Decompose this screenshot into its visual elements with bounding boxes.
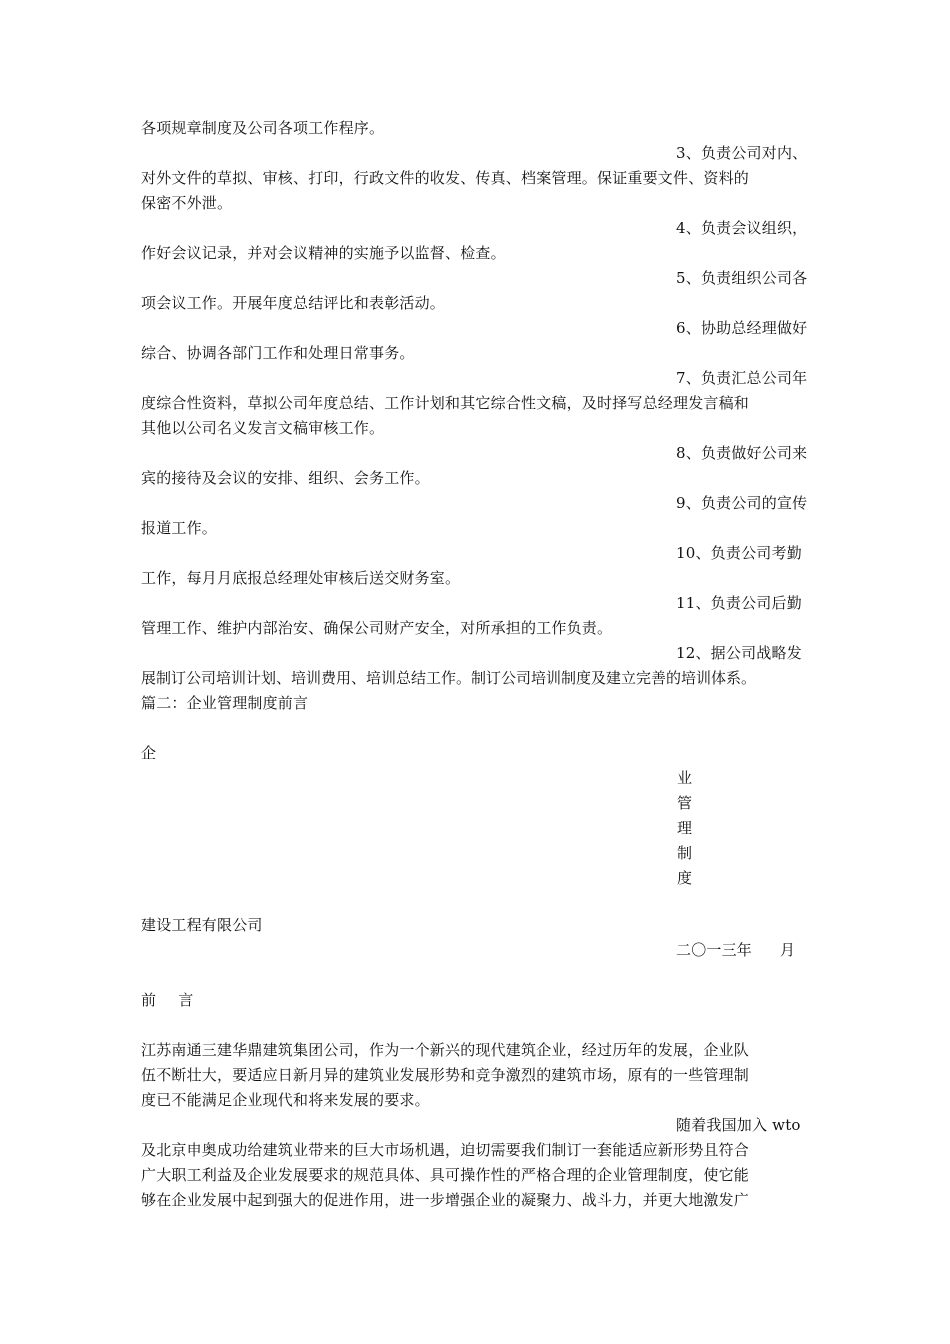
text-line: 综合、协调各部门工作和处理日常事务。 xyxy=(141,344,415,362)
text-line: 作好会议记录，并对会议精神的实施予以监督、检查。 xyxy=(141,244,506,262)
text-line: 够在企业发展中起到强大的促进作用，进一步增强企业的凝聚力、战斗力，并更大地激发广 xyxy=(141,1191,750,1209)
text-line: 及北京申奥成功给建筑业带来的巨大市场机遇，迫切需要我们制订一套能适应新形势且符合 xyxy=(141,1141,750,1159)
company-name: 建设工程有限公司 xyxy=(141,916,263,934)
cover-title-char: 企 xyxy=(141,744,157,762)
text-line: 9、负责公司的宣传 xyxy=(676,494,808,512)
text-line: 其他以公司名义发言文稿审核工作。 xyxy=(141,419,385,437)
text-line: 宾的接待及会议的安排、组织、会务工作。 xyxy=(141,469,430,487)
cover-title-char: 业 xyxy=(677,769,693,787)
text-line: 8、负责做好公司来 xyxy=(676,444,808,462)
text-line: 10、负责公司考勤 xyxy=(676,544,802,562)
text-line: 7、负责汇总公司年 xyxy=(676,369,808,387)
text-line: 江苏南通三建华鼎建筑集团公司，作为一个新兴的现代建筑企业，经过历年的发展，企业队 xyxy=(141,1041,750,1059)
text-line: 保密不外泄。 xyxy=(141,194,233,212)
cover-title-char: 制 xyxy=(677,844,693,862)
text-line: 展制订公司培训计划、培训费用、培训总结工作。制订公司培训制度及建立完善的培训体系。 xyxy=(141,669,757,687)
text-line: 随着我国加入 wto xyxy=(676,1116,801,1134)
cover-date xyxy=(676,938,795,962)
cover-title-char: 管 xyxy=(677,794,693,812)
text-line: 伍不断壮大，要适应日新月异的建筑业发展形势和竞争激烈的建筑市场，原有的一些管理制 xyxy=(141,1066,750,1084)
preface-heading xyxy=(141,988,193,1012)
text-line: 3、负责公司对内、 xyxy=(676,144,808,162)
text-line: 5、负责组织公司各 xyxy=(676,269,808,287)
text-line: 度已不能满足企业现代和将来发展的要求。 xyxy=(141,1091,430,1109)
text-line: 4、负责会议组织， xyxy=(676,219,808,237)
text-line: 报道工作。 xyxy=(141,519,218,537)
text-line: 12、据公司战略发 xyxy=(676,644,802,662)
section-heading: 篇二：企业管理制度前言 xyxy=(141,694,309,712)
text-line: 对外文件的草拟、审核、打印，行政文件的收发、传真、档案管理。保证重要文件、资料的 xyxy=(141,169,750,187)
preface-heading-char: 言 xyxy=(178,991,194,1009)
cover-title-char: 度 xyxy=(677,869,693,887)
text-line: 管理工作、维护内部治安、确保公司财产安全，对所承担的工作负责。 xyxy=(141,619,613,637)
text-line: 6、协助总经理做好 xyxy=(676,319,808,337)
text-line: 项会议工作。开展年度总结评比和表彰活动。 xyxy=(141,294,446,312)
text-line: 各项规章制度及公司各项工作程序。 xyxy=(141,119,385,137)
cover-title-char: 理 xyxy=(677,819,693,837)
preface-heading-char: 前 xyxy=(141,991,157,1009)
text-line: 工作，每月月底报总经理处审核后送交财务室。 xyxy=(141,569,461,587)
text-line: 广大职工利益及企业发展要求的规范具体、具可操作性的严格合理的企业管理制度，使它能 xyxy=(141,1166,750,1184)
text-line: 度综合性资料，草拟公司年度总结、工作计划和其它综合性文稿，及时择写总经理发言稿和 xyxy=(141,394,750,412)
date-year: 二〇一三年 xyxy=(676,941,753,959)
date-month: 月 xyxy=(780,941,796,959)
text-line: 11、负责公司后勤 xyxy=(676,594,802,612)
